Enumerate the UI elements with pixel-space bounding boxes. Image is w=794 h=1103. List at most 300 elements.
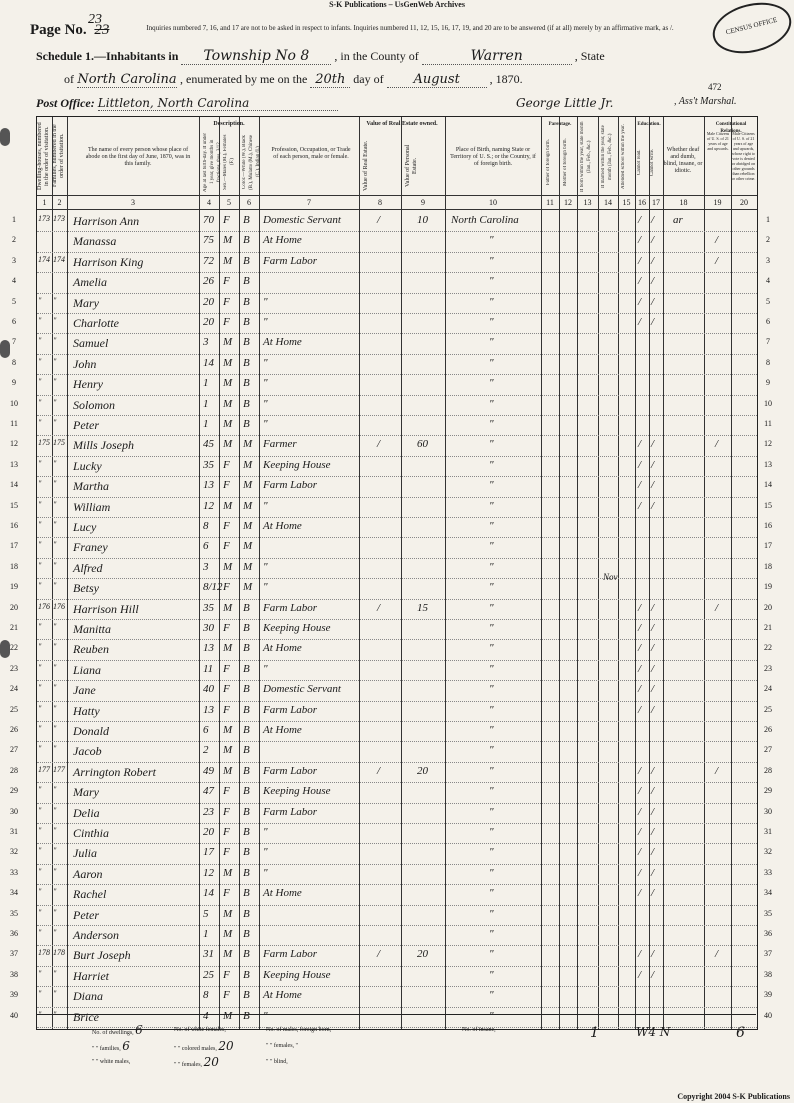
person-name: Donald — [73, 724, 109, 738]
cannot-read: / — [638, 479, 642, 492]
birthplace: " — [489, 295, 494, 308]
color: B — [243, 805, 250, 818]
inquiries-note: Inquiries numbered 7, 16, and 17 are not to be asked in respect to infants. Inquiries numbered 11, 12, 15, 16, 17, 19, and 20 are to be answered (if at all) merely by an affirmative mark, as /. — [146, 24, 674, 32]
description-header: Description. — [213, 121, 245, 127]
line-number: 25 — [10, 704, 18, 714]
personal-estate: 20 — [417, 948, 428, 961]
line-number: 17 — [764, 541, 772, 551]
cannot-read: / — [638, 316, 642, 328]
age: 1 — [203, 377, 209, 390]
person-name: Martha — [73, 479, 109, 494]
color: B — [243, 703, 250, 716]
male-citizen: / — [715, 948, 719, 961]
line-number: 16 — [764, 521, 772, 530]
family-number: " — [53, 458, 57, 468]
person-name: Harriet — [73, 968, 109, 983]
cannot-write: / — [651, 785, 655, 798]
age: 1 — [203, 418, 209, 430]
age: 49 — [203, 764, 214, 777]
cannot-read: / — [638, 805, 642, 818]
color: M — [243, 479, 253, 492]
age: 31 — [203, 948, 214, 961]
page-number-value: 23 — [88, 12, 102, 27]
cannot-read: / — [638, 887, 642, 900]
column-number: 10 — [489, 198, 497, 207]
family-number: " — [53, 295, 57, 305]
line-number: 19 — [10, 582, 18, 592]
table-row — [10, 986, 772, 1006]
family-number: 178 — [53, 948, 65, 958]
line-number: 12 — [10, 439, 18, 449]
table-row — [10, 680, 772, 700]
enumerated-label: , enumerated by me on the — [180, 72, 308, 86]
age: 20 — [203, 316, 214, 328]
cannot-read: / — [638, 866, 642, 879]
birthplace: " — [489, 866, 494, 879]
family-number: " — [53, 540, 57, 550]
post-office: Littleton, North Carolina — [98, 96, 338, 111]
age: 14 — [203, 887, 214, 900]
person-name: Mary — [73, 295, 99, 310]
cannot-write: / — [651, 948, 655, 961]
dwelling-number: " — [38, 846, 42, 856]
family-number: " — [53, 397, 57, 407]
line-number: 26 — [10, 725, 18, 734]
line-number: 40 — [764, 1010, 772, 1020]
marshal-signature: George Little Jr. — [516, 96, 614, 110]
person-name: Amelia — [73, 275, 107, 290]
occupation: At Home — [263, 887, 302, 900]
families-count: 6 — [122, 1039, 130, 1053]
dwelling-number: " — [38, 928, 42, 937]
birthplace: " — [489, 397, 494, 410]
cannot-write: / — [651, 295, 655, 308]
table-row — [10, 823, 772, 843]
cannot-read: / — [638, 826, 642, 838]
table-row — [10, 395, 772, 415]
family-number: 177 — [53, 764, 65, 774]
county: Warren — [422, 48, 572, 65]
families-label: " " families, — [92, 1046, 121, 1052]
personal-estate: 10 — [417, 214, 428, 226]
occupation: Domestic Servant — [263, 683, 341, 696]
birthplace: " — [489, 581, 494, 594]
sex: M — [223, 866, 233, 879]
line-number: 10 — [10, 398, 18, 408]
line-number: 38 — [764, 969, 772, 979]
person-name: Cinthia — [73, 826, 110, 840]
col-header-14: If married within the year, state month (Jan., Feb., &c.) — [601, 125, 613, 189]
insane-line: No. of insane, — [462, 1027, 496, 1033]
age: 13 — [203, 642, 214, 655]
color: B — [243, 622, 250, 634]
person-name: Henry — [73, 377, 103, 392]
table-row — [10, 864, 772, 884]
col-header-16: Cannot read. — [637, 149, 642, 175]
color: B — [243, 764, 250, 777]
age: 72 — [203, 254, 214, 267]
line-number: 19 — [764, 582, 772, 592]
occupation: " — [263, 316, 268, 328]
line-number: 2 — [12, 235, 16, 245]
sex: M — [223, 560, 233, 573]
copyright: Copyright 2004 S-K Publications — [677, 1092, 790, 1101]
birthplace: " — [489, 275, 494, 288]
person-name: Burt Joseph — [73, 948, 131, 963]
line-number: 9 — [12, 378, 16, 388]
cannot-write: / — [651, 642, 655, 655]
value-header: Value of Real Estate owned. — [366, 121, 438, 127]
color: B — [243, 316, 250, 328]
line-number: 15 — [764, 500, 772, 510]
dwelling-number: " — [38, 826, 42, 835]
line-number: 6 — [12, 317, 16, 326]
color: B — [243, 683, 250, 696]
family-number: " — [53, 356, 57, 366]
sex: F — [223, 581, 230, 594]
birthplace: " — [489, 724, 494, 736]
line-number: 7 — [766, 337, 770, 347]
dwelling-number: " — [38, 377, 42, 387]
personal-estate: 15 — [417, 601, 428, 614]
family-number: 176 — [53, 601, 65, 611]
age: 2 — [203, 744, 209, 757]
real-estate: / — [377, 438, 381, 451]
table-row — [10, 721, 772, 741]
line-number: 22 — [764, 643, 772, 653]
person-name: Solomon — [73, 397, 115, 412]
age: 8 — [203, 520, 209, 532]
sex: M — [223, 336, 233, 349]
dwellings-label: No. of dwellings, — [92, 1030, 134, 1036]
birthplace: " — [489, 560, 494, 573]
person-name: Julia — [73, 846, 97, 861]
age: 8 — [203, 989, 209, 1002]
county-label: , in the County of — [334, 49, 419, 63]
sex: F — [223, 540, 230, 553]
township: Township No 8 — [181, 48, 331, 65]
table-row — [10, 803, 772, 823]
table-row — [10, 537, 772, 557]
sex: M — [223, 724, 233, 736]
column-number: 2 — [57, 198, 62, 207]
birthplace: " — [489, 520, 494, 532]
color: M — [243, 520, 253, 532]
page-number — [30, 12, 110, 39]
age: 1 — [203, 397, 209, 410]
col-header-18: Whether deaf and dumb, blind, insane, or idiotic. — [663, 147, 703, 174]
family-number: " — [53, 703, 57, 713]
line-number: 1 — [12, 215, 16, 224]
family-number: " — [53, 622, 57, 631]
color: B — [243, 968, 250, 981]
male-citizen: / — [715, 438, 719, 451]
cannot-write: / — [651, 601, 655, 614]
cannot-read: / — [638, 846, 642, 859]
line-number: 37 — [764, 949, 772, 959]
dwelling-number: " — [38, 785, 42, 795]
person-name: Mills Joseph — [73, 438, 134, 453]
sex: M — [223, 377, 233, 390]
table-row — [12, 272, 770, 292]
age: 13 — [203, 479, 214, 492]
table-row — [12, 252, 770, 272]
family-number: " — [53, 499, 57, 509]
color: B — [243, 356, 250, 369]
column-number: 12 — [564, 198, 572, 207]
white-males-line: " " white males, — [92, 1059, 131, 1065]
line-number: 6 — [766, 317, 770, 326]
state: North Carolina — [77, 72, 177, 87]
col-header-6: Color.—White (W.), Black (B.), Mulatto (M.), Chinese (C.), Indian (I.) — [242, 134, 261, 190]
year: , 1870. — [489, 72, 523, 86]
color: M — [243, 581, 253, 594]
sex: F — [223, 662, 230, 675]
table-row — [10, 476, 772, 496]
header-separator — [37, 209, 757, 210]
sex: M — [223, 397, 233, 410]
dwelling-number: " — [38, 907, 42, 917]
color: B — [243, 989, 250, 1002]
dwelling-number: 174 — [38, 254, 50, 264]
colored-males-count: 20 — [218, 1039, 234, 1053]
age: 3 — [203, 336, 209, 349]
sex: M — [223, 356, 233, 369]
person-name: Delia — [73, 805, 100, 820]
cannot-read: / — [638, 275, 642, 288]
table-row — [10, 843, 772, 863]
line-number: 4 — [12, 276, 16, 286]
age: 6 — [203, 540, 209, 553]
age: 5 — [203, 907, 209, 920]
line-number: 14 — [10, 480, 18, 490]
cannot-read: / — [638, 683, 642, 696]
person-name: Diana — [73, 989, 103, 1004]
cannot-write: / — [651, 622, 655, 634]
sex: F — [223, 479, 230, 492]
birthplace: " — [489, 1009, 494, 1022]
person-name: Manitta — [73, 622, 111, 636]
table-row — [12, 374, 770, 394]
table-row — [10, 966, 772, 986]
dwelling-number: " — [38, 458, 42, 468]
color: B — [243, 601, 250, 614]
birthplace: " — [489, 336, 494, 349]
line-number: 36 — [764, 929, 772, 938]
dwelling-number: " — [38, 397, 42, 407]
line-number: 20 — [10, 602, 18, 612]
tally-col-17: W4 N — [636, 1025, 671, 1039]
age: 12 — [203, 499, 214, 512]
family-number: " — [53, 316, 57, 325]
line-number: 11 — [764, 419, 772, 428]
family-number: " — [53, 1009, 57, 1019]
occupation: Keeping House — [263, 622, 331, 634]
line-number: 12 — [764, 439, 772, 449]
sex: M — [223, 254, 233, 267]
column-number: 14 — [604, 198, 612, 207]
column-number: 5 — [227, 198, 231, 207]
age: 3 — [203, 560, 209, 573]
dwelling-number: " — [38, 805, 42, 815]
occupation: At Home — [263, 234, 302, 247]
sex: F — [223, 968, 230, 981]
occupation: " — [263, 377, 268, 390]
birthplace: " — [489, 377, 494, 390]
column-number: 1 — [42, 198, 47, 207]
age: 6 — [203, 724, 209, 736]
occupation: Farm Labor — [263, 601, 318, 614]
family-number: " — [53, 887, 57, 897]
color: M — [243, 458, 253, 471]
line-number: 14 — [764, 480, 772, 490]
color: B — [243, 866, 250, 879]
col-header-10: Place of Birth, naming State or Territory of U. S.; or the Country, if of foreign birth. — [450, 147, 536, 167]
birthplace: " — [489, 683, 494, 696]
cannot-read: / — [638, 662, 642, 675]
color: M — [243, 540, 253, 553]
occupation: " — [263, 499, 268, 512]
col-header-15: Attended school within the year. — [621, 124, 626, 190]
birthplace: " — [489, 499, 494, 512]
dwelling-number: " — [38, 479, 42, 489]
birthplace: " — [489, 703, 494, 716]
col-header-5: Sex.—Males (M.), Females (F.) — [223, 134, 235, 190]
person-name: Charlotte — [73, 316, 120, 330]
dwelling-number: 173 — [38, 214, 50, 223]
male-citizen: / — [715, 601, 719, 614]
cannot-read: / — [638, 622, 642, 634]
cannot-read: / — [638, 948, 642, 961]
family-number: " — [53, 785, 57, 795]
sex: M — [223, 601, 233, 614]
cannot-read: / — [638, 642, 642, 655]
age: 20 — [203, 826, 214, 838]
table-row — [10, 741, 772, 761]
color: B — [243, 907, 250, 920]
line-number: 34 — [10, 888, 18, 898]
family-number: " — [53, 866, 57, 876]
post-office-label: Post Office: — [36, 96, 95, 110]
occupation: Keeping House — [263, 458, 331, 471]
column-number: 6 — [247, 198, 251, 207]
sex: M — [223, 642, 233, 655]
occupation: " — [263, 581, 268, 594]
personal-estate: 20 — [417, 764, 428, 777]
col-header-11: Father of foreign birth. — [546, 139, 551, 185]
cannot-read: / — [638, 254, 642, 267]
age: 23 — [203, 805, 214, 818]
age: 11 — [203, 662, 214, 675]
line-number: 13 — [10, 459, 18, 469]
table-row — [10, 762, 772, 782]
line-number: 40 — [10, 1010, 18, 1020]
birthplace: " — [489, 622, 494, 634]
sex: F — [223, 622, 230, 634]
schedule-label: Schedule 1.—Inhabitants in — [36, 49, 179, 63]
line-number: 30 — [10, 806, 18, 816]
cannot-write: / — [651, 316, 655, 328]
cannot-write: / — [651, 866, 655, 879]
occupation: " — [263, 662, 268, 675]
dwelling-number: 176 — [38, 601, 50, 611]
sex: F — [223, 295, 230, 308]
birthplace: " — [489, 968, 494, 981]
cannot-write: / — [651, 438, 655, 451]
col-header-3: The name of every person whose place of abode on the first day of June, 1870, was in this family. — [85, 147, 191, 167]
line-number: 3 — [766, 255, 770, 265]
birthplace: " — [489, 642, 494, 655]
real-estate: / — [377, 214, 381, 226]
enumeration-month: August — [387, 72, 487, 88]
month-note: Nov — [603, 572, 618, 583]
line-number: 7 — [12, 337, 16, 347]
person-name: Betsy — [73, 581, 99, 596]
cannot-read: / — [638, 764, 642, 777]
table-row — [10, 497, 772, 517]
person-name: Aaron — [73, 866, 103, 881]
birthplace: " — [489, 479, 494, 492]
family-number: " — [53, 581, 57, 591]
line-number: 17 — [10, 541, 18, 551]
page-number-struck: 23 — [94, 22, 110, 38]
family-number: " — [53, 479, 57, 489]
color: B — [243, 826, 250, 838]
line-number: 22 — [10, 643, 18, 653]
dwelling-number: " — [38, 744, 42, 754]
cannot-write: / — [651, 764, 655, 777]
table-row — [10, 599, 772, 619]
dwelling-number: " — [38, 581, 42, 591]
header-separator — [37, 195, 757, 196]
cannot-write: / — [651, 499, 655, 512]
family-number: 174 — [53, 254, 65, 264]
sex: M — [223, 1009, 233, 1022]
color: B — [243, 377, 250, 390]
dwelling-number: " — [38, 560, 42, 570]
line-number: 28 — [10, 765, 18, 775]
cannot-write: / — [651, 234, 655, 247]
male-citizen: / — [715, 764, 719, 777]
person-name: Liana — [73, 662, 102, 677]
females-label: " " females, — [174, 1062, 203, 1068]
color: B — [243, 744, 250, 757]
table-row — [10, 701, 772, 721]
color: M — [243, 438, 253, 451]
line-number: 33 — [764, 867, 772, 877]
birthplace: " — [489, 887, 494, 900]
person-name: John — [73, 356, 97, 371]
color: B — [243, 275, 250, 288]
line-number: 24 — [10, 684, 18, 694]
birthplace: " — [489, 234, 494, 247]
real-estate: / — [377, 948, 381, 961]
color: B — [243, 928, 250, 940]
line-number: 16 — [10, 521, 18, 530]
sex: M — [223, 907, 233, 920]
age: 40 — [203, 683, 214, 696]
line-number: 5 — [12, 296, 16, 306]
line-number: 3 — [12, 255, 16, 265]
col-header-1: Dwelling-houses, numbered in the order of visitation. — [37, 122, 50, 190]
line-number: 20 — [764, 602, 772, 612]
line-number: 10 — [764, 398, 772, 408]
birthplace: " — [489, 948, 494, 961]
family-number: " — [53, 724, 57, 733]
color: B — [243, 887, 250, 900]
occupation: " — [263, 826, 268, 838]
age: 8/12 — [203, 581, 223, 594]
